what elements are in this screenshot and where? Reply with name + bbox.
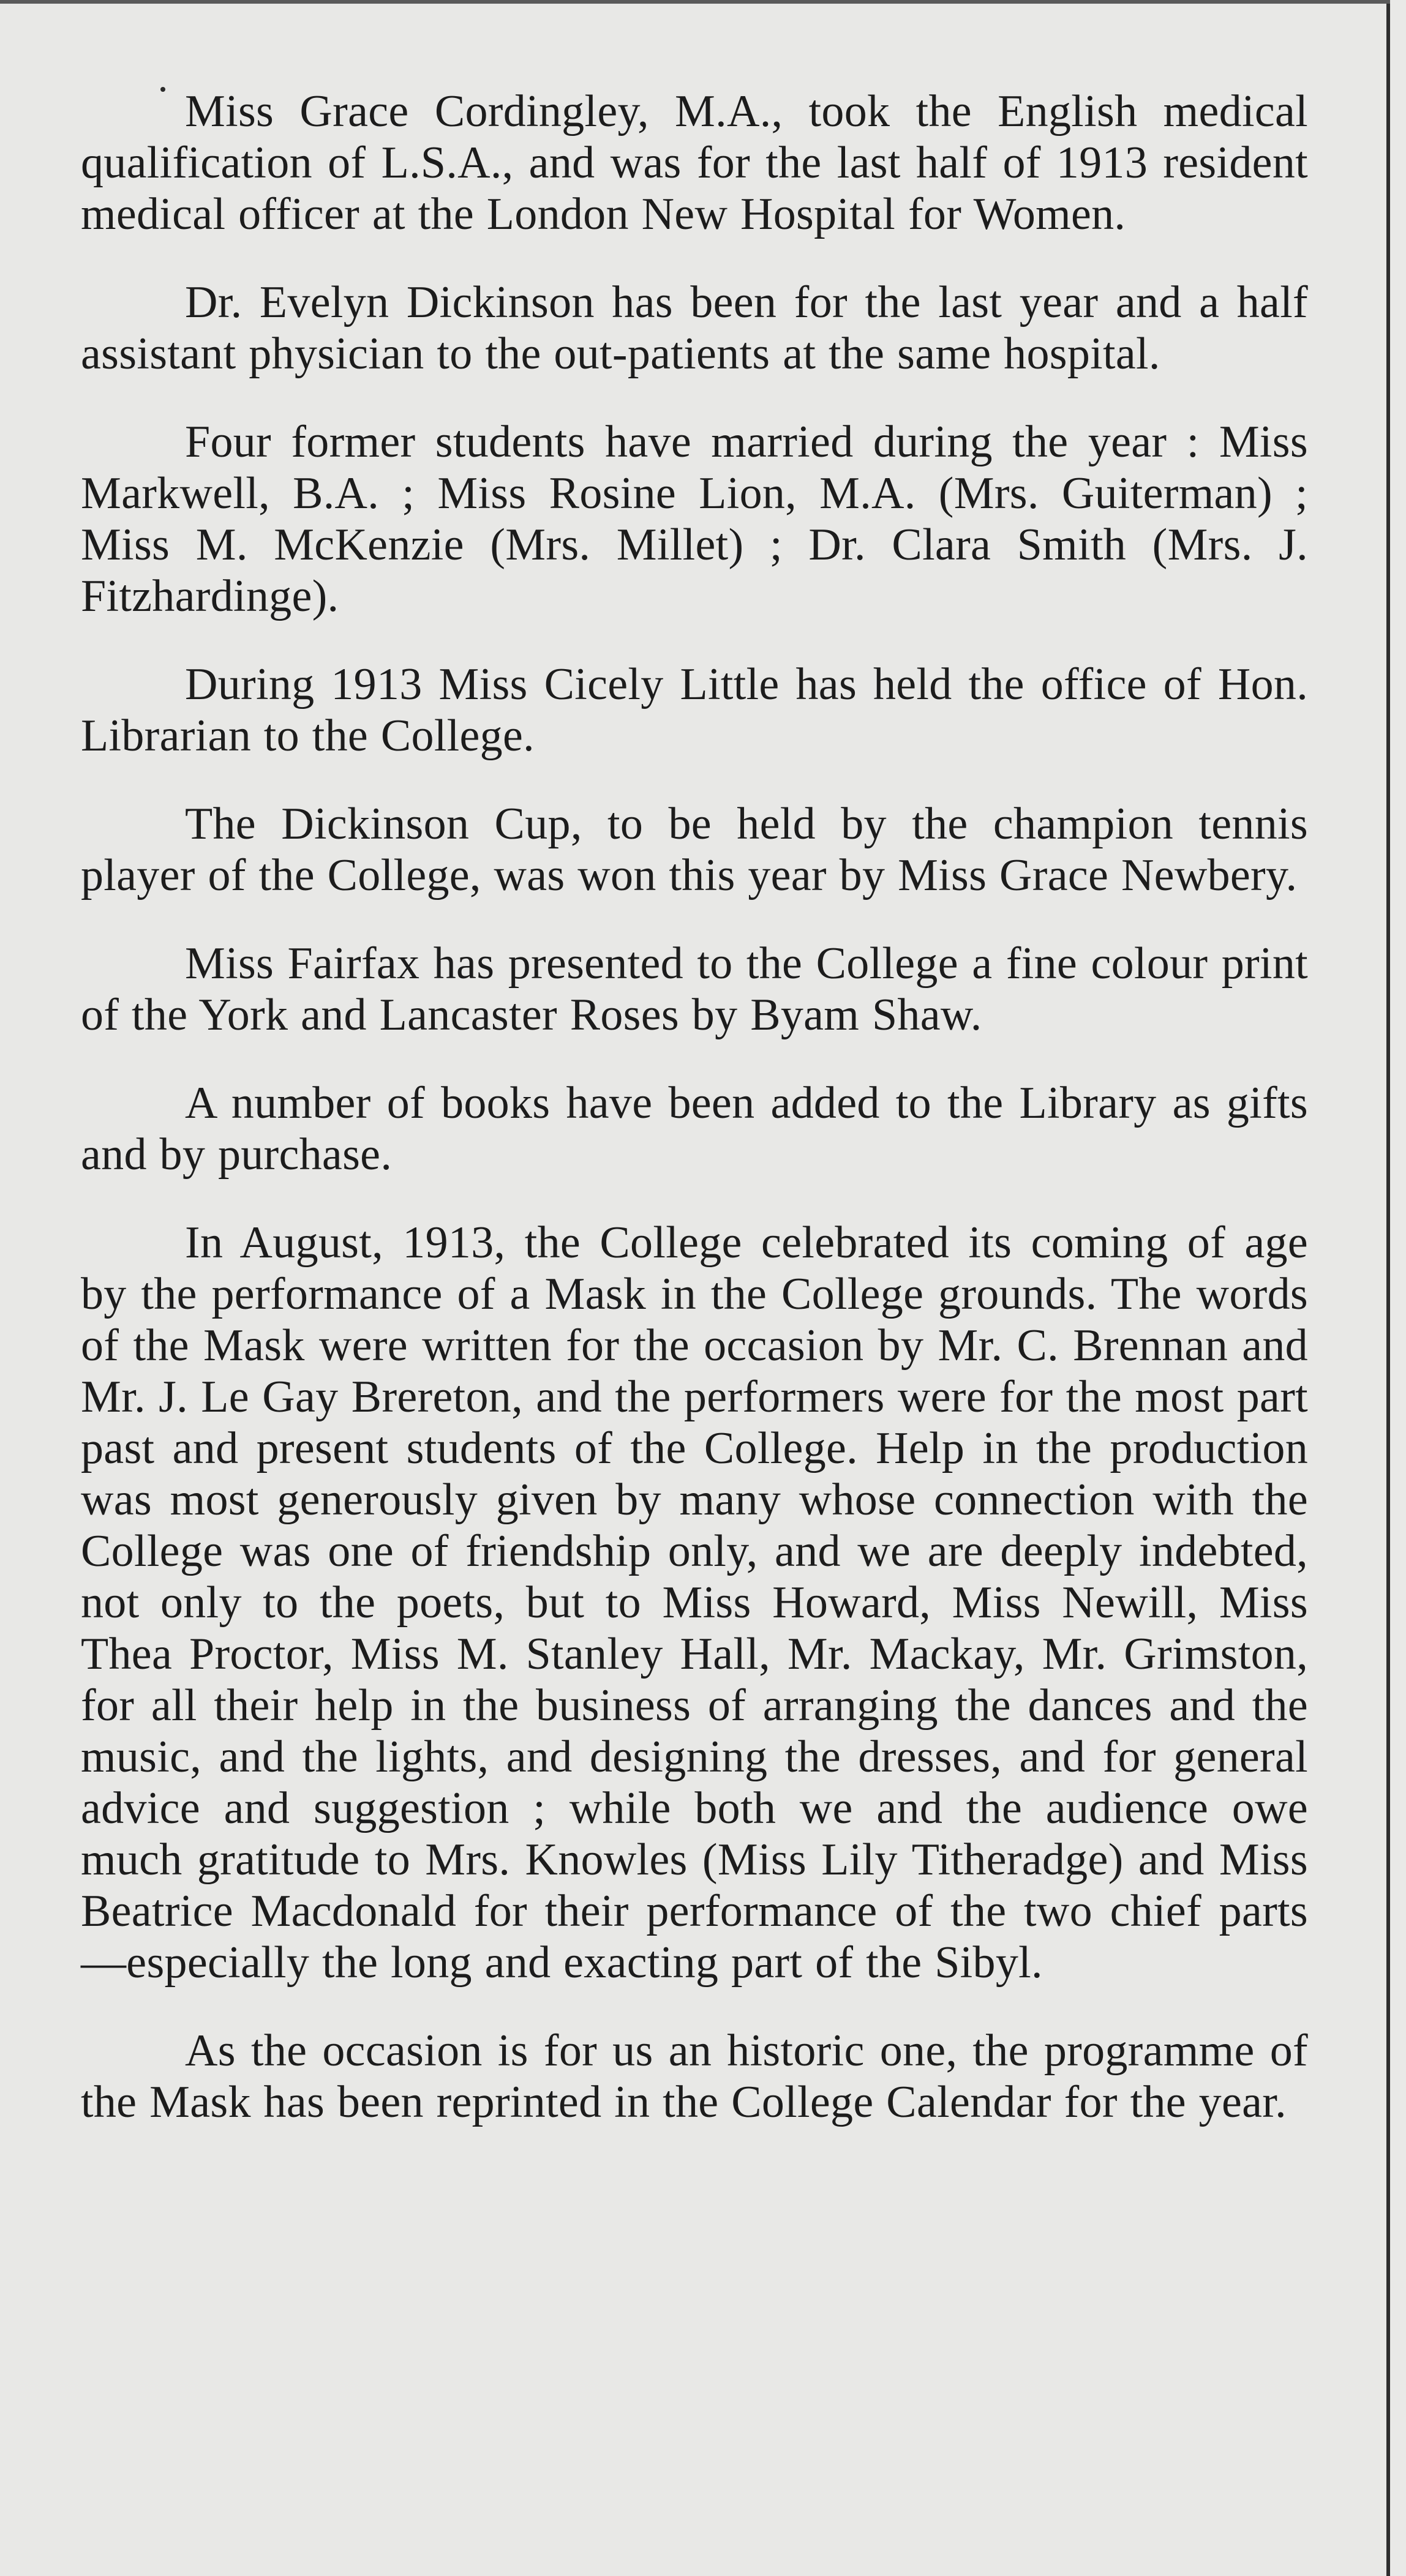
paragraph-cordingley: Miss Grace Cordingley, M.A., took the English medical qualification of L.S.A., and was for the last half of 1913 resident medical officer at the London New Hospital for Women. xyxy=(81,86,1308,239)
body-text xyxy=(81,86,1308,2128)
page-top-edge xyxy=(0,0,1390,4)
paragraph-marriages: Four former students have married during the year : Miss Markwell, B.A. ; Miss Rosine Lion, M.A. (Mrs. Guiterman) ; Miss M. McKenzie (Mrs. Millet) ; Dr. Clara Smith (Mrs. J. Fitzhardinge). xyxy=(81,417,1308,621)
paragraph-dickinson-cup: The Dickinson Cup, to be held by the champion tennis player of the College, was won this year by Miss Grace Newbery. xyxy=(81,799,1308,900)
paragraph-librarian: During 1913 Miss Cicely Little has held the office of Hon. Librarian to the College. xyxy=(81,659,1308,761)
paragraph-programme: As the occasion is for us an historic one, the programme of the Mask has been reprinted in the College Calendar for the year. xyxy=(81,2026,1308,2127)
paragraph-library-books: A number of books have been added to the Library as gifts and by purchase. xyxy=(81,1078,1308,1180)
paragraph-mask: In August, 1913, the College celebrated its coming of age by the performance of a Mask in the College grounds. The words of the Mask were written for the occasion by Mr. C. Brennan and Mr. J. Le Gay Brereton, and the performers were for the most part past and present students of the College. Help in the production was most generously given by many whose connection with the College was one of friendship only, and we are deeply indebted, not only to the poets, but to Miss Howard, Miss Newill, Miss Thea Proctor, Miss M. Stanley Hall, Mr. Mackay, Mr. Grimston, for all their help in the business of arranging the dances and the music, and the lights, and designing the dresses, and for general advice and suggestion ; while both we and the audience owe much gratitude to Mrs. Knowles (Miss Lily Titheradge) and Miss Beatrice Macdonald for their performance of the two chief parts—especially the long and exacting part of the Sibyl. xyxy=(81,1218,1308,1988)
paragraph-fairfax-print: Miss Fairfax has presented to the College a fine colour print of the York and Lancaster Roses by Byam Shaw. xyxy=(81,938,1308,1040)
paragraph-dickinson: Dr. Evelyn Dickinson has been for the last year and a half assistant physician to the out-patients at the same hospital. xyxy=(81,277,1308,379)
